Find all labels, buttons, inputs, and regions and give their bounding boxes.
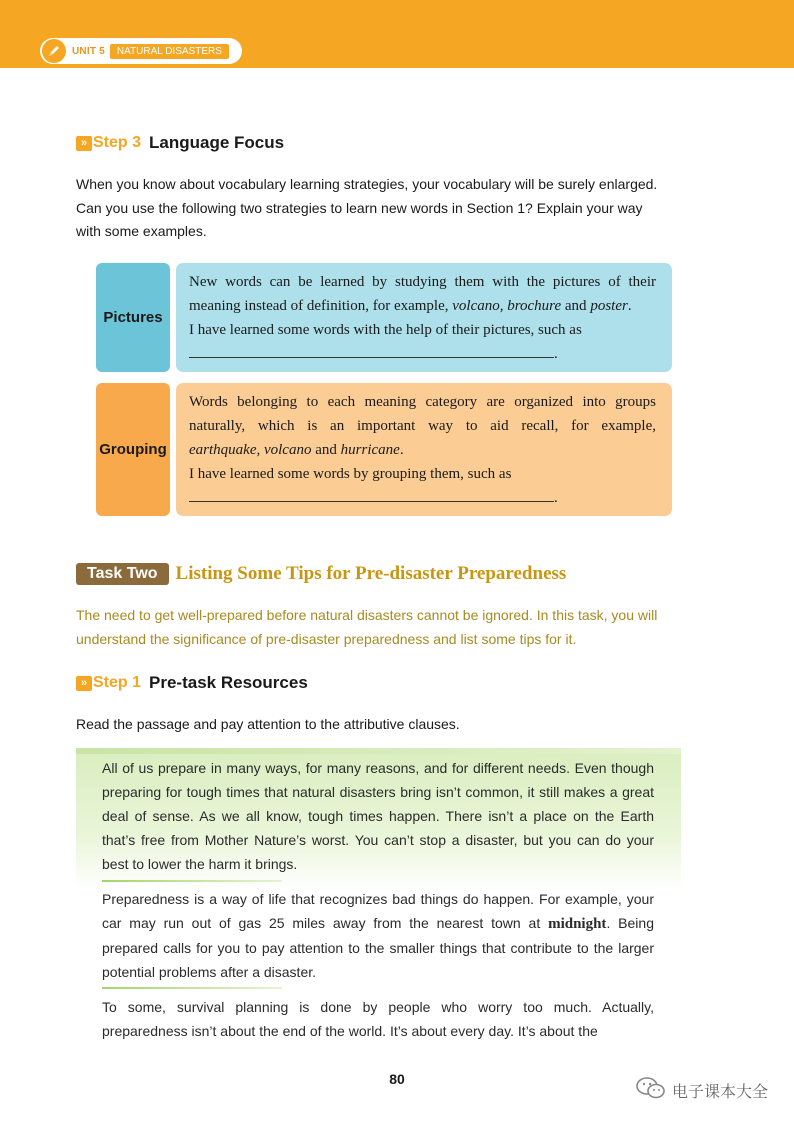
pictures-line2 <box>189 294 656 318</box>
grouping-example-hurricane: hurricane <box>340 442 400 458</box>
step3-intro-line: When you know about vocabulary learning strategies, your vocabulary will be surely enlarged. <box>76 176 658 192</box>
step1-label: Step 1 <box>93 674 142 691</box>
grouping-examples: earthquake, volcano <box>189 442 312 458</box>
unit-label: UNIT 5 <box>72 45 105 57</box>
grouping-description <box>176 383 672 516</box>
wechat-icon <box>636 1076 666 1105</box>
grouping-period: . <box>399 442 404 458</box>
double-chevron-icon: » <box>76 136 92 151</box>
pictures-label: Pictures <box>96 263 170 372</box>
top-banner <box>0 0 794 68</box>
step3-intro-line: with some examples. <box>76 223 207 239</box>
grouping-answer-row <box>189 486 656 510</box>
grouping-line4: I have learned some words by grouping them, such as <box>189 466 512 482</box>
task-two-heading <box>76 563 566 585</box>
grouping-label: Grouping <box>96 383 170 516</box>
paragraph-divider <box>102 880 282 882</box>
task-two-intro-line: The need to get well-prepared before natural disasters cannot be ignored. In this task, you will <box>76 607 658 623</box>
grouping-blank-period: . <box>554 490 558 506</box>
grouping-line2: naturally, which is an important way to aid recall, for example, <box>189 418 656 434</box>
pictures-blank-period: . <box>554 346 558 362</box>
passage-paragraph-2 <box>102 887 654 984</box>
pictures-description <box>176 263 672 372</box>
pictures-line1: New words can be learned by studying them with the pictures of their <box>189 274 656 290</box>
step1-heading <box>76 673 308 693</box>
grouping-strategy <box>96 383 672 516</box>
step3-intro-line: Can you use the following two strategies to learn new words in Section 1? Explain your way <box>76 199 643 216</box>
wechat-label: 电子课本大全 <box>671 1084 768 1101</box>
passage-paragraph-2-end: . Being prepared calls for you to pay attention to the smaller things that contribute to the larger potential problems after a disaster. <box>102 915 654 980</box>
task-two-title: Listing Some Tips for Pre-disaster Preparedness <box>175 563 567 584</box>
pictures-strategy <box>96 263 672 372</box>
unit-pill <box>40 38 242 64</box>
pictures-answer-blank[interactable] <box>189 342 554 358</box>
task-two-badge: Task Two <box>76 563 169 585</box>
pictures-and: and <box>561 298 591 314</box>
step3-intro <box>76 173 696 244</box>
step3-label: Step 3 <box>93 134 142 151</box>
grouping-line1: Words belonging to each meaning category are organized into groups <box>189 394 656 410</box>
step1-title: Pre-task Resources <box>149 673 308 692</box>
passage-bold-word: midnight <box>548 916 607 932</box>
pictures-example-poster: poster <box>590 298 628 314</box>
grouping-line3 <box>189 438 656 462</box>
pictures-line3: I have learned some words with the help of their pictures, such as <box>189 322 582 338</box>
unit-title: NATURAL DISASTERS <box>110 44 229 59</box>
pictures-answer-row <box>189 342 656 366</box>
step1-instruction: Read the passage and pay attention to the attributive clauses. <box>76 716 460 732</box>
wechat-watermark <box>636 1076 768 1105</box>
pen-icon <box>42 39 66 63</box>
passage-paragraph-1: All of us prepare in many ways, for many reasons, and for different needs. Even though preparing for tough times that natural disasters bring isn’t common, it still makes a great deal of sense. As we all know, tough times happen. There isn’t a place on the Earth that’s free from Mother Nature’s worst. You can’t stop a disaster, but you can do your best to lower the harm it brings. <box>102 760 654 872</box>
paragraph-divider <box>102 987 282 989</box>
pictures-line2-text: meaning instead of definition, for example, <box>189 298 453 314</box>
task-two-intro <box>76 603 696 651</box>
grouping-answer-blank[interactable] <box>189 486 554 502</box>
double-chevron-icon: » <box>76 676 92 691</box>
grouping-and: and <box>311 442 341 458</box>
passage-paragraph-3: To some, survival planning is done by people who worry too much. Actually, preparedness isn’t about the end of the world. It’s about every day. It’s about the <box>102 999 654 1039</box>
pictures-period: . <box>627 298 632 314</box>
passage-paragraph-2-text: Preparedness is a way of life that recognizes bad things do happen. For example, your car may run out of gas 25 miles away from the nearest town at <box>102 891 654 931</box>
step3-heading <box>76 133 284 153</box>
page-number: 80 <box>389 1071 405 1087</box>
task-two-intro-line: understand the significance of pre-disaster preparedness and list some tips for it. <box>76 631 577 647</box>
step3-title: Language Focus <box>149 133 285 152</box>
pictures-examples: volcano, brochure <box>452 298 562 314</box>
